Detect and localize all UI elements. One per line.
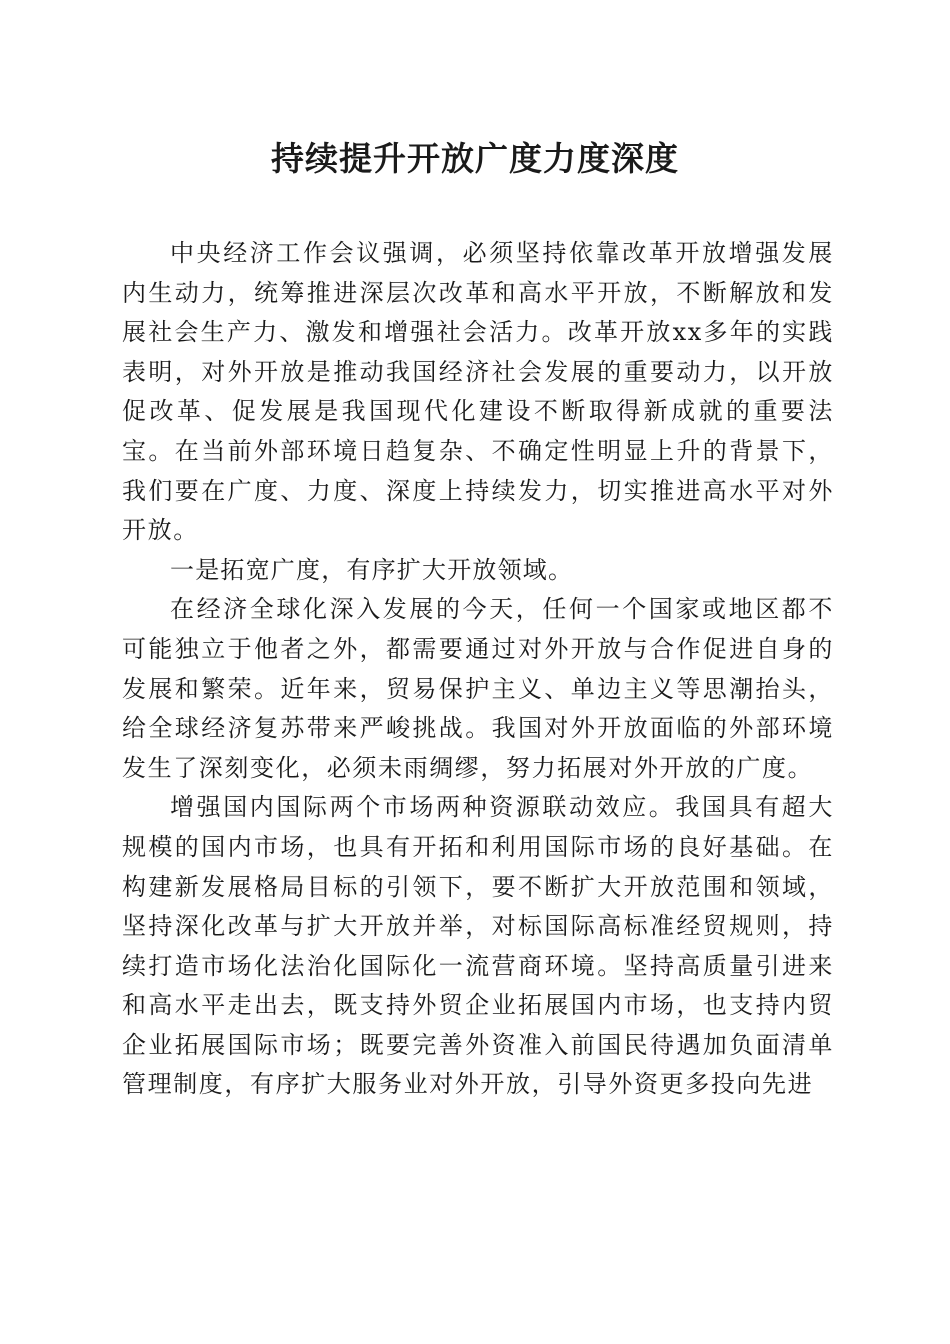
document-title: 持续提升开放广度力度深度 (271, 139, 679, 178)
paragraph-markets: 增强国内国际两个市场两种资源联动效应。我国具有超大规模的国内市场，也具有开拓和利用国际市场的良好基础。在构建新发展格局目标的引领下，要不断扩大开放范围和领域，坚持深化改革与扩大开放并举，对标国际高标准经贸规则，持续打造市场化法治化国际化一流营商环境。坚持高质量引进来和高水平走出去，既支持外贸企业拓展国内市场，也支持内贸企业拓展国际市场；既要完善外资准入前国民待遇加负面清单管理制度，有序扩大服务业对外开放，引导外资更多投向先进 (122, 793, 834, 1099)
paragraph-intro: 中央经济工作会议强调，必须坚持依靠改革开放增强发展内生动力，统筹推进深层次改革和高水平开放，不断解放和发展社会生产力、激发和增强社会活力。改革开放xx多年的实践表明，对外开放是推动我国经济社会发展的重要动力，以开放促改革、促发展是我国现代化建设不断取得新成就的重要法宝。在当前外部环境日趋复杂、不确定性明显上升的背景下，我们要在广度、力度、深度上持续发力，切实推进高水平对外开放。 (122, 239, 834, 545)
paragraph-globalization: 在经济全球化深入发展的今天，任何一个国家或地区都不可能独立于他者之外，都需要通过对外开放与合作促进自身的发展和繁荣。近年来，贸易保护主义、单边主义等思潮抬头，给全球经济复苏带来严峻挑战。我国对外开放面临的外部环境发生了深刻变化，必须未雨绸缪，努力拓展对外开放的广度。 (122, 595, 834, 782)
document-body (122, 234, 834, 1105)
section-heading-1: 一是拓宽广度，有序扩大开放领域。 (170, 555, 574, 584)
